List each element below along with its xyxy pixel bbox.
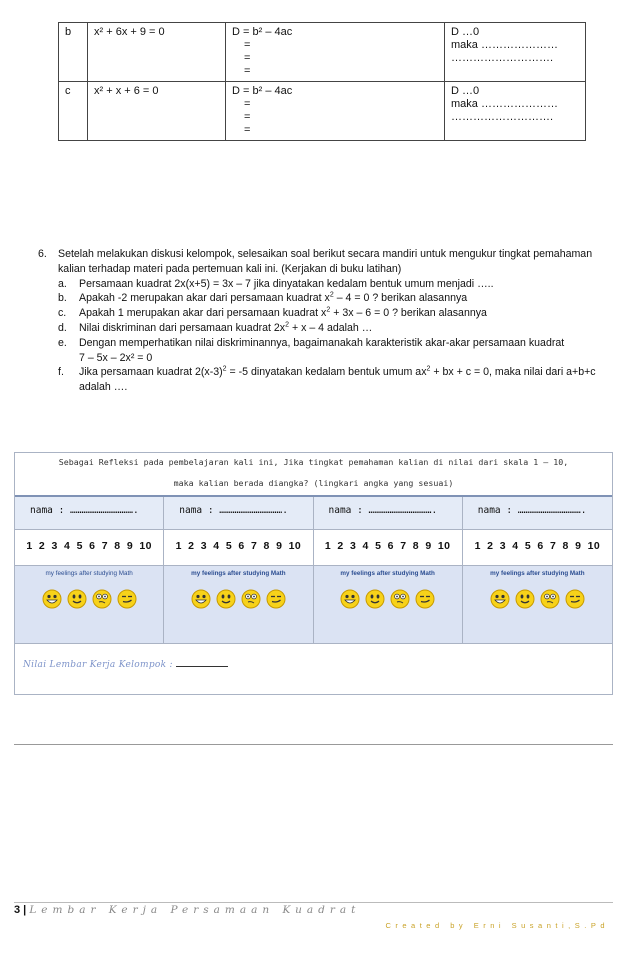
face-group xyxy=(15,589,163,609)
conclusion-line: D …0 xyxy=(451,26,480,38)
equation-cell: x² + 6x + 9 = 0 xyxy=(88,23,226,82)
feelings-label: my feelings after studying Math xyxy=(45,570,133,577)
grin-face-icon[interactable] xyxy=(340,589,360,609)
step: = xyxy=(244,98,251,110)
step: = xyxy=(244,124,251,136)
formula-cell xyxy=(226,82,445,141)
name-field[interactable]: nama : ……………………………. xyxy=(477,505,587,516)
exponent: 2 xyxy=(222,365,227,373)
list-item xyxy=(58,365,613,395)
conclusion-cell xyxy=(445,23,586,82)
face-group xyxy=(463,589,612,609)
exponent: 2 xyxy=(326,306,331,314)
rating-scale[interactable]: 1 2 3 4 5 6 7 8 9 10 xyxy=(164,529,313,565)
smirk-face-icon[interactable] xyxy=(565,589,585,609)
item-text: + 3x – 6 = 0 ? berikan alasannya xyxy=(330,307,487,320)
group-score-label: Nilai Lembar Kerja Kelompok : xyxy=(23,660,173,670)
item-letter: f. xyxy=(58,366,64,379)
group-score-field[interactable] xyxy=(23,658,228,670)
item-text: = -5 dinyatakan kedalam bentuk umum ax xyxy=(226,366,427,379)
formula: D = b² – 4ac xyxy=(232,26,293,38)
grin-face-icon[interactable] xyxy=(42,589,62,609)
item-text: – 4 = 0 ? berikan alasannya xyxy=(333,292,468,305)
formula-cell xyxy=(226,23,445,82)
conclusion-line: maka ………………… xyxy=(451,39,558,51)
feelings-cell xyxy=(164,566,313,643)
item-letter: c. xyxy=(58,307,67,320)
step: = xyxy=(244,111,251,123)
footer-title-block xyxy=(14,904,360,916)
rating-scale[interactable]: 1 2 3 4 5 6 7 8 9 10 xyxy=(314,529,463,565)
smile-face-icon[interactable] xyxy=(365,589,385,609)
item-letter: a. xyxy=(58,277,67,290)
list-item xyxy=(58,277,613,292)
discriminant-table xyxy=(58,22,586,141)
question-intro: kalian terhadap materi pada pertemuan kali ini. (Kerjakan di buku latihan) xyxy=(58,262,402,275)
exponent: 2 xyxy=(426,365,431,373)
question-intro: Setelah melakukan diskusi kelompok, selesaikan soal berikut secara mandiri untuk mengukur tingkat pemahaman xyxy=(58,248,593,260)
scale-row xyxy=(15,529,612,566)
list-item xyxy=(58,306,613,321)
author-credit: Created by Erni Susanti,S.Pd xyxy=(385,921,609,930)
item-text: Apakah -2 merupakan akar dari persamaan kuadrat x xyxy=(79,292,330,305)
document-title: Lembar Kerja Persamaan Kuadrat xyxy=(29,904,361,916)
table-row xyxy=(59,23,586,82)
conclusion-line: ………………………. xyxy=(451,111,554,123)
item-letter: d. xyxy=(58,321,67,334)
feelings-label: my feelings after studying Math xyxy=(340,570,435,577)
table-row xyxy=(59,82,586,141)
smile-face-icon[interactable] xyxy=(216,589,236,609)
conclusion-line: D …0 xyxy=(451,85,480,97)
feelings-label: my feelings after studying Math xyxy=(191,570,286,577)
formula: D = b² – 4ac xyxy=(232,85,293,97)
score-blank[interactable] xyxy=(176,658,228,667)
smirk-face-icon[interactable] xyxy=(117,589,137,609)
smile-face-icon[interactable] xyxy=(515,589,535,609)
name-row xyxy=(15,495,612,530)
dizzy-face-icon[interactable] xyxy=(241,589,261,609)
name-field[interactable]: nama : ……………………………. xyxy=(164,497,313,529)
feelings-cell xyxy=(15,566,164,643)
feelings-cell xyxy=(463,566,612,643)
row-label: c xyxy=(59,82,88,141)
exponent: 2 xyxy=(285,321,289,329)
item-text: adalah …. xyxy=(79,381,128,394)
section-divider xyxy=(14,744,613,745)
equation-cell: x² + x + 6 = 0 xyxy=(88,82,226,141)
step: = xyxy=(244,52,251,64)
list-item xyxy=(58,291,613,306)
item-text: Jika persamaan kuadrat 2(x-3) xyxy=(79,366,223,379)
rating-scale[interactable]: 1 2 3 4 5 6 7 8 9 10 xyxy=(15,529,164,565)
smile-face-icon[interactable] xyxy=(67,589,87,609)
reflection-instruction: maka kalian berada diangka? (lingkari angka yang sesuai) xyxy=(173,478,454,488)
page-number: 3 | xyxy=(14,904,27,916)
exponent: 2 xyxy=(329,291,334,299)
reflection-box xyxy=(14,452,613,695)
feelings-row xyxy=(15,566,612,644)
dizzy-face-icon[interactable] xyxy=(540,589,560,609)
item-text: Nilai diskriminan dari persamaan kuadrat 2x xyxy=(79,321,286,334)
smirk-face-icon[interactable] xyxy=(266,589,286,609)
dizzy-face-icon[interactable] xyxy=(390,589,410,609)
conclusion-cell xyxy=(445,82,586,141)
name-field[interactable]: nama : ……………………………. xyxy=(15,497,164,529)
item-text: Persamaan kuadrat 2x(x+5) = 3x – 7 jika dinyatakan kedalam bentuk umum menjadi ….. xyxy=(79,277,494,290)
step: = xyxy=(244,65,251,77)
item-text: Apakah 1 merupakan akar dari persamaan kuadrat x xyxy=(79,307,327,320)
step: = xyxy=(244,39,251,51)
footer-divider xyxy=(14,902,613,903)
face-group xyxy=(164,589,312,609)
name-field[interactable]: nama : ……………………………. xyxy=(314,497,463,529)
item-text: + x – 4 adalah … xyxy=(289,321,373,334)
dizzy-face-icon[interactable] xyxy=(92,589,112,609)
conclusion-line: ………………………. xyxy=(451,52,554,64)
grin-face-icon[interactable] xyxy=(191,589,211,609)
list-item xyxy=(58,321,613,336)
grin-face-icon[interactable] xyxy=(490,589,510,609)
item-letter: b. xyxy=(58,292,67,305)
item-equation: 7 – 5x – 2x² = 0 xyxy=(79,351,153,364)
feelings-label: my feelings after studying Math xyxy=(490,570,585,577)
question-number: 6. xyxy=(38,248,47,260)
reflection-instruction: Sebagai Refleksi pada pembelajaran kali ini, Jika tingkat pemahaman kalian di nilai dari skala 1 – 10, xyxy=(58,457,569,467)
smirk-face-icon[interactable] xyxy=(415,589,435,609)
row-label: b xyxy=(59,23,88,82)
rating-scale[interactable]: 1 2 3 4 5 6 7 8 9 10 xyxy=(474,540,601,552)
face-group xyxy=(314,589,462,609)
question-6 xyxy=(38,247,613,395)
conclusion-line: maka ………………… xyxy=(451,98,558,110)
item-text: Dengan memperhatikan nilai diskriminannya, bagaimanakah karakteristik akar-akar persamaan kuadrat xyxy=(79,336,565,349)
item-text: + bx + c = 0, maka nilai dari a+b+c xyxy=(430,366,596,379)
list-item xyxy=(58,336,613,366)
item-letter: e. xyxy=(58,336,67,349)
feelings-cell xyxy=(314,566,463,643)
